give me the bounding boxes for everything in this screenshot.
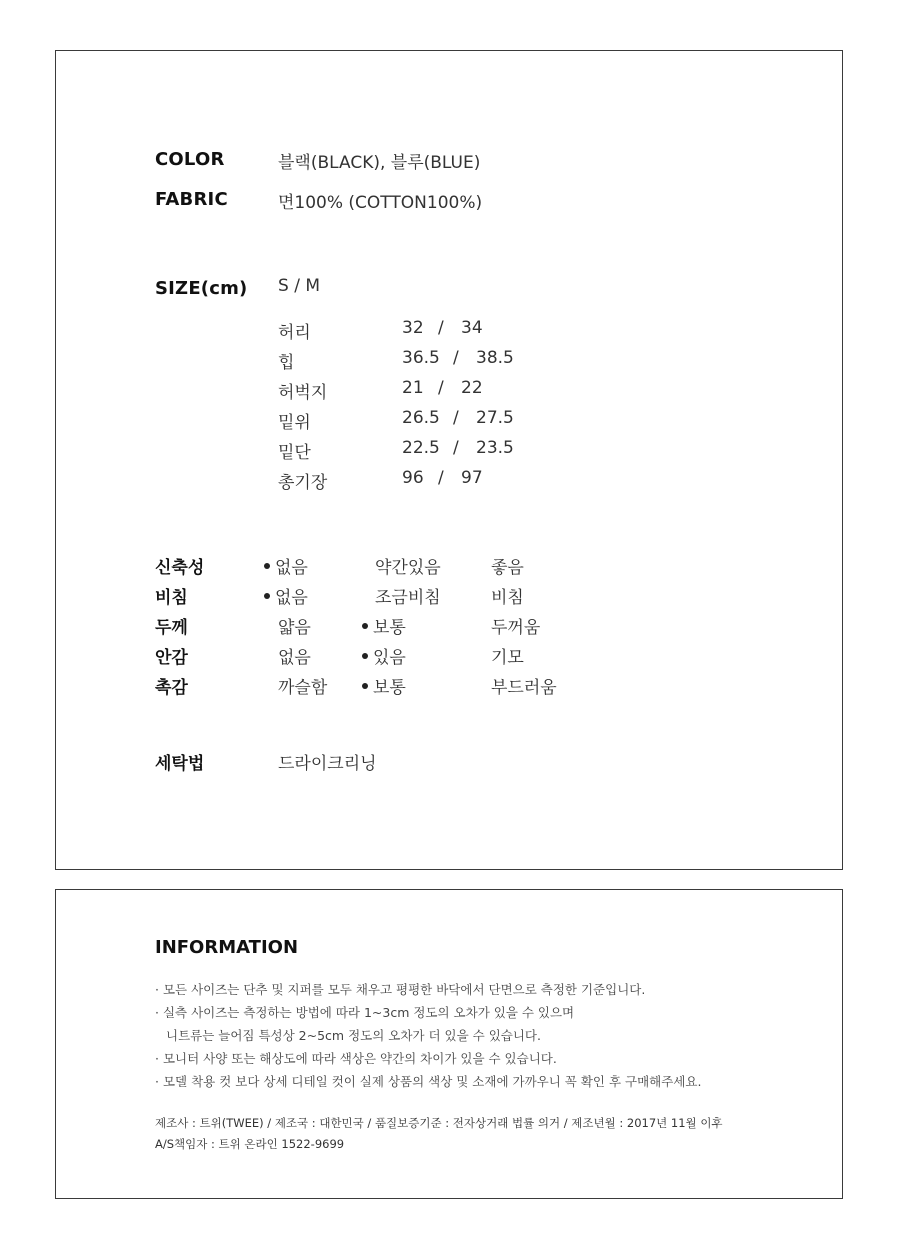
manufacturer-info: 제조사 : 트위(TWEE) / 제조국 : 대한민국 / 품질보증기준 : 전자상거래 법률 의거 / 제조년월 : 2017년 11월 이후 <box>155 1116 723 1130</box>
measure-separator: / <box>453 438 459 458</box>
size-label: SIZE(cm) <box>155 278 248 299</box>
measure-separator: / <box>438 468 444 488</box>
info-note: · 모니터 사양 또는 해상도에 따라 색상은 약간의 차이가 있을 수 있습니다. <box>155 1051 557 1066</box>
fabric-value: 면100% (COTTON100%) <box>278 193 483 213</box>
property-label: 안감 <box>155 648 188 668</box>
measure-name: 허벅지 <box>278 383 328 403</box>
measure-separator: / <box>453 408 459 428</box>
selected-dot-icon <box>264 593 270 599</box>
color-label: COLOR <box>155 149 225 170</box>
measure-s-value: 32 <box>402 318 424 338</box>
measure-name: 밑위 <box>278 413 311 433</box>
as-contact-info: A/S책임자 : 트위 온라인 1522-9699 <box>155 1137 345 1151</box>
measure-m-value: 27.5 <box>476 408 514 428</box>
wash-value: 드라이크리닝 <box>278 754 377 774</box>
measure-name: 총기장 <box>278 473 328 493</box>
property-option: 두꺼움 <box>491 618 541 638</box>
property-option-selected: 없음 <box>264 553 308 578</box>
measure-m-value: 23.5 <box>476 438 514 458</box>
measure-s-value: 36.5 <box>402 348 440 368</box>
property-option-selected: 보통 <box>362 673 406 698</box>
product-details-box <box>55 50 843 870</box>
measure-name: 힙 <box>278 353 295 373</box>
information-title: INFORMATION <box>155 937 299 958</box>
information-box <box>55 889 843 1199</box>
size-value: S / M <box>278 276 320 296</box>
measure-s-value: 22.5 <box>402 438 440 458</box>
measure-m-value: 97 <box>461 468 483 488</box>
measure-name: 밑단 <box>278 443 311 463</box>
measure-separator: / <box>438 378 444 398</box>
measure-name: 허리 <box>278 323 311 343</box>
measure-m-value: 34 <box>461 318 483 338</box>
measure-s-value: 96 <box>402 468 424 488</box>
property-option-selected: 없음 <box>264 583 308 608</box>
selected-dot-icon <box>362 623 368 629</box>
selected-dot-icon <box>362 653 368 659</box>
property-label: 두께 <box>155 618 188 638</box>
selected-dot-icon <box>264 563 270 569</box>
info-note: · 실측 사이즈는 측정하는 방법에 따라 1~3cm 정도의 오차가 있을 수 있으며 <box>155 1005 575 1020</box>
property-option: 조금비침 <box>375 588 441 608</box>
wash-label: 세탁법 <box>155 754 205 774</box>
property-option: 좋음 <box>491 558 524 578</box>
property-option: 기모 <box>491 648 524 668</box>
selected-dot-icon <box>362 683 368 689</box>
property-option: 까슬함 <box>278 678 328 698</box>
property-option-selected: 보통 <box>362 613 406 638</box>
property-option-selected: 있음 <box>362 643 406 668</box>
fabric-label: FABRIC <box>155 189 228 210</box>
measure-separator: / <box>453 348 459 368</box>
property-label: 비침 <box>155 588 188 608</box>
property-option: 부드러움 <box>491 678 557 698</box>
measure-separator: / <box>438 318 444 338</box>
info-note: · 모든 사이즈는 단추 및 지퍼를 모두 채우고 평평한 바닥에서 단면으로 측정한 기준입니다. <box>155 982 646 997</box>
property-option: 비침 <box>491 588 524 608</box>
property-option: 얇음 <box>278 618 311 638</box>
color-value: 블랙(BLACK), 블루(BLUE) <box>278 153 481 173</box>
property-label: 촉감 <box>155 678 188 698</box>
property-option: 없음 <box>278 648 311 668</box>
measure-s-value: 26.5 <box>402 408 440 428</box>
info-note: · 모델 착용 컷 보다 상세 디테일 컷이 실제 상품의 색상 및 소재에 가까우니 꼭 확인 후 구매해주세요. <box>155 1074 702 1089</box>
info-note: 니트류는 늘어짐 특성상 2~5cm 정도의 오차가 더 있을 수 있습니다. <box>166 1028 541 1043</box>
measure-s-value: 21 <box>402 378 424 398</box>
property-label: 신축성 <box>155 558 205 578</box>
property-option: 약간있음 <box>375 558 441 578</box>
measure-m-value: 22 <box>461 378 483 398</box>
measure-m-value: 38.5 <box>476 348 514 368</box>
